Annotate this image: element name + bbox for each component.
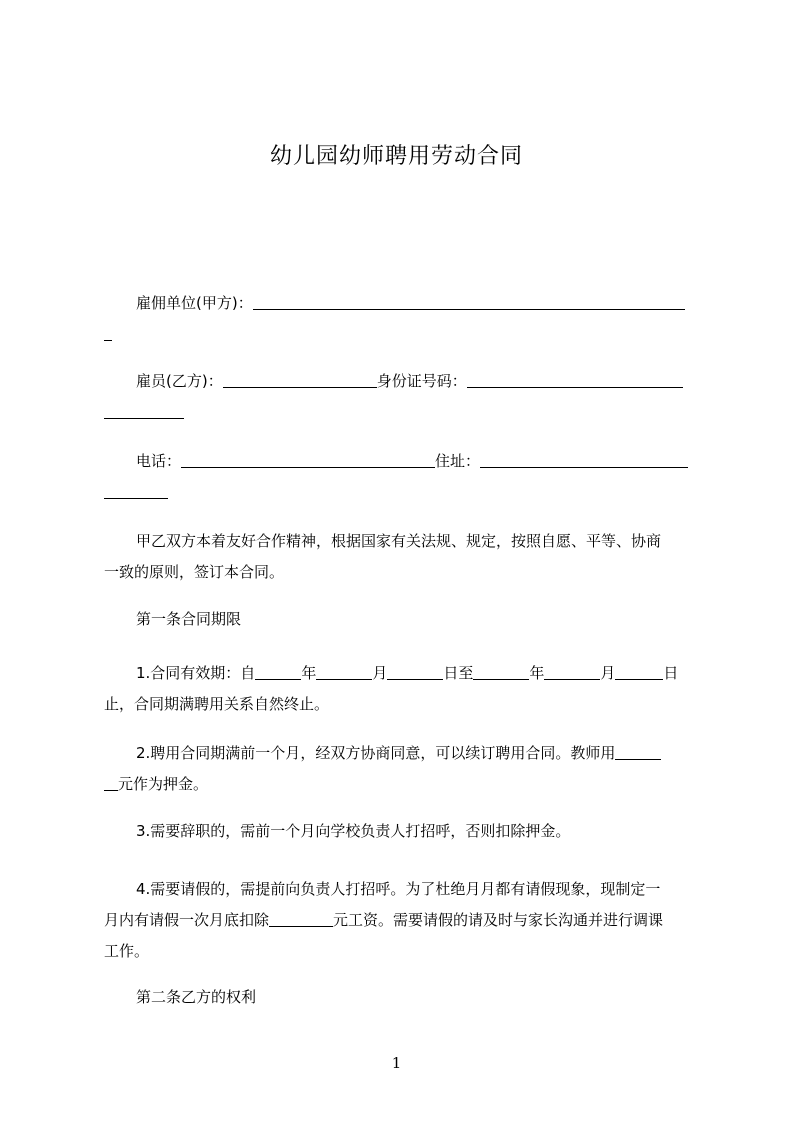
item-2: [104, 738, 704, 800]
item4-line-1: 4.需要请假的，需提前向负责人打招呼。为了杜绝月月都有请假现象，现制定一: [136, 880, 661, 898]
item1-line-2: 止，合同期满聘用关系自然终止。: [104, 695, 330, 713]
employee-field: [104, 366, 704, 428]
item1-month2: 月: [600, 664, 616, 682]
section1-heading-text: 第一条合同期限: [136, 610, 242, 628]
deposit-blank: [615, 743, 661, 760]
id-blank-cont: [104, 402, 184, 419]
employer-blank: [253, 293, 685, 310]
section1-heading: [104, 604, 704, 635]
section2-heading-text: 第二条乙方的权利: [136, 988, 257, 1006]
intro-line-1: 甲乙双方本着友好合作精神，根据国家有关法规、规定，按照自愿、平等、协商: [136, 532, 662, 550]
section2-heading: [104, 982, 704, 1013]
item1-day-to: 日至: [443, 664, 474, 682]
contact-field: [104, 446, 704, 508]
item3-text: 3.需要辞职的，需前一个月向学校负责人打招呼，否则扣除押金。: [136, 822, 571, 840]
start-month-blank: [316, 663, 372, 680]
page-number: 1: [391, 1054, 402, 1072]
document-title: 幼儿园幼师聘用劳动合同: [269, 144, 523, 169]
item-3: [104, 816, 704, 847]
employer-field: [104, 288, 704, 350]
phone-label: 电话：: [136, 452, 182, 470]
deposit-blank-cont: [104, 774, 118, 791]
address-blank: [480, 451, 688, 468]
item1-year: 年: [301, 664, 317, 682]
deduction-blank: [269, 910, 333, 927]
phone-blank: [181, 451, 435, 468]
item4-line-3: 工作。: [104, 942, 150, 960]
employee-blank: [223, 371, 377, 388]
employer-blank-cont: [104, 324, 112, 341]
item4-line-2b: 元工资。需要请假的请及时与家长沟通并进行调课: [333, 911, 664, 929]
start-day-blank: [387, 663, 443, 680]
item4-line-2a: 月内有请假一次月底扣除: [104, 911, 270, 929]
end-day-blank: [615, 663, 663, 680]
intro-line-2: 一致的原则，签订本合同。: [104, 563, 285, 581]
id-label: 身份证号码：: [376, 372, 467, 390]
item1-prefix: 1.合同有效期：自: [136, 664, 256, 682]
item1-year2: 年: [529, 664, 545, 682]
start-year-blank: [255, 663, 301, 680]
item-1: [104, 658, 704, 720]
id-blank: [467, 371, 683, 388]
item-4: [104, 874, 704, 967]
employer-label: 雇佣单位(甲方)：: [136, 294, 253, 312]
intro-paragraph: [104, 526, 704, 588]
end-year-blank: [473, 663, 529, 680]
item1-day-end: 日: [663, 664, 679, 682]
item2-line-2: 元作为押金。: [118, 775, 209, 793]
employee-label: 雇员(乙方)：: [136, 372, 223, 390]
item1-month: 月: [372, 664, 388, 682]
address-label: 住址：: [435, 452, 481, 470]
end-month-blank: [544, 663, 600, 680]
item2-line-1: 2.聘用合同期满前一个月，经双方协商同意，可以续订聘用合同。教师用: [136, 744, 616, 762]
address-blank-cont: [104, 482, 168, 499]
